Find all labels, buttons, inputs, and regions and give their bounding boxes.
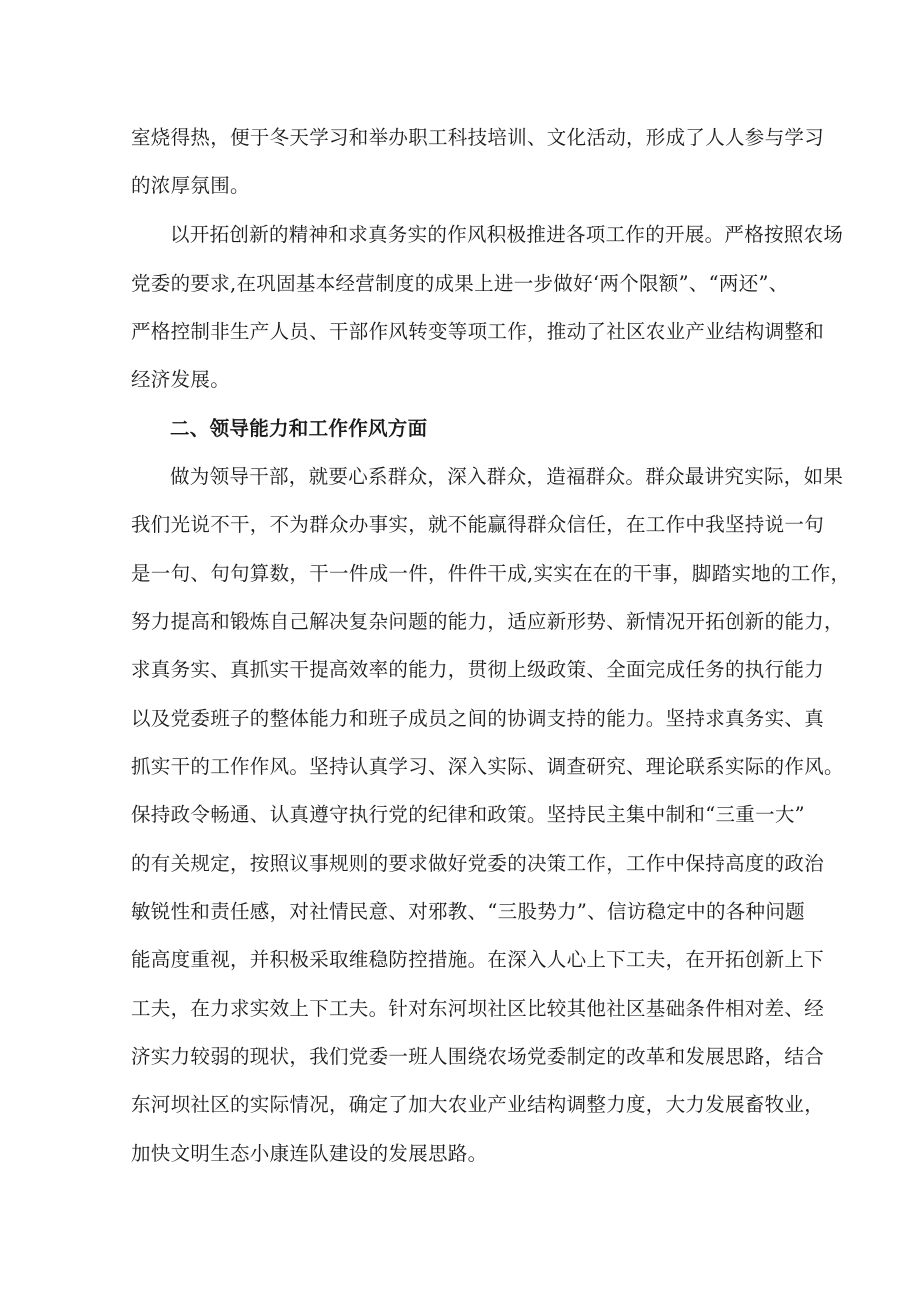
paragraph-3-line-5: 求真务实、真抓实干提高效率的能力，贯彻上级政策、全面完成任务的执行能力 — [131, 658, 825, 681]
paragraph-3-line-11: 能高度重视，并积极采取维稳防控措施。在深入人心上下工夫，在开拓创新上下 — [131, 948, 825, 971]
paragraph-2-line-4: 经济发展。 — [131, 368, 231, 391]
paragraph-3-line-15: 加快文明生态小康连队建设的发展思路。 — [131, 1142, 488, 1165]
paragraph-3-line-13: 济实力较弱的现状，我们党委一班人围绕农场党委制定的改革和发展思路，结合 — [131, 1045, 825, 1068]
paragraph-3-line-1: 做为领导干部，就要心系群众，深入群众，造福群众。群众最讲究实际，如果 — [170, 465, 844, 488]
paragraph-1-line-1: 室烧得热，便于冬天学习和举办职工科技培训、文化活动，形成了人人参与学习 — [131, 126, 825, 149]
paragraph-3-line-4: 努力提高和锻炼自己解决复杂问题的能力，适应新形势、新情况开拓创新的能力， — [131, 610, 844, 633]
paragraph-2-line-3: 严格控制非生产人员、干部作风转变等项工作，推动了社区农业产业结构调整和 — [131, 320, 825, 343]
paragraph-3-line-2: 我们光说不干，不为群众办事实，就不能赢得群众信任，在工作中我坚持说一句 — [131, 513, 825, 536]
paragraph-2-line-1: 以开拓创新的精神和求真务实的作风积极推进各项工作的开展。严格按照农场 — [170, 223, 844, 246]
paragraph-3-line-6: 以及党委班子的整体能力和班子成员之间的协调支持的能力。坚持求真务实、真 — [131, 707, 825, 730]
section-heading: 二、领导能力和工作作风方面 — [170, 417, 428, 440]
paragraph-3-line-9: 的有关规定，按照议事规则的要求做好党委的决策工作，工作中保持高度的政治 — [131, 852, 825, 875]
paragraph-3-line-12: 工夫，在力求实效上下工夫。针对东河坝社区比较其他社区基础条件相对差、经 — [131, 997, 825, 1020]
paragraph-1-line-2: 的浓厚氛围。 — [131, 174, 250, 197]
paragraph-3-line-14: 东河坝社区的实际情况，确定了加大农业产业结构调整力度，大力发展畜牧业， — [131, 1093, 825, 1116]
paragraph-3-line-10: 敏锐性和责任感，对社情民意、对邪教、“三股势力”、信访稳定中的各种问题 — [131, 900, 805, 923]
paragraph-2-line-2: 党委的要求,在巩固基本经营制度的成果上进一步做好‘两个限额”、“两还”、 — [131, 272, 789, 295]
paragraph-3-line-8: 保持政令畅通、认真遵守执行党的纪律和政策。坚持民主集中制和“三重一大” — [131, 803, 805, 826]
paragraph-3-line-7: 抓实干的工作作风。坚持认真学习、深入实际、调查研究、理论联系实际的作风。 — [131, 755, 844, 778]
paragraph-3-line-3: 是一句、句句算数，干一件成一件，件件干成,实实在在的干事，脚踏实地的工作， — [131, 562, 851, 585]
